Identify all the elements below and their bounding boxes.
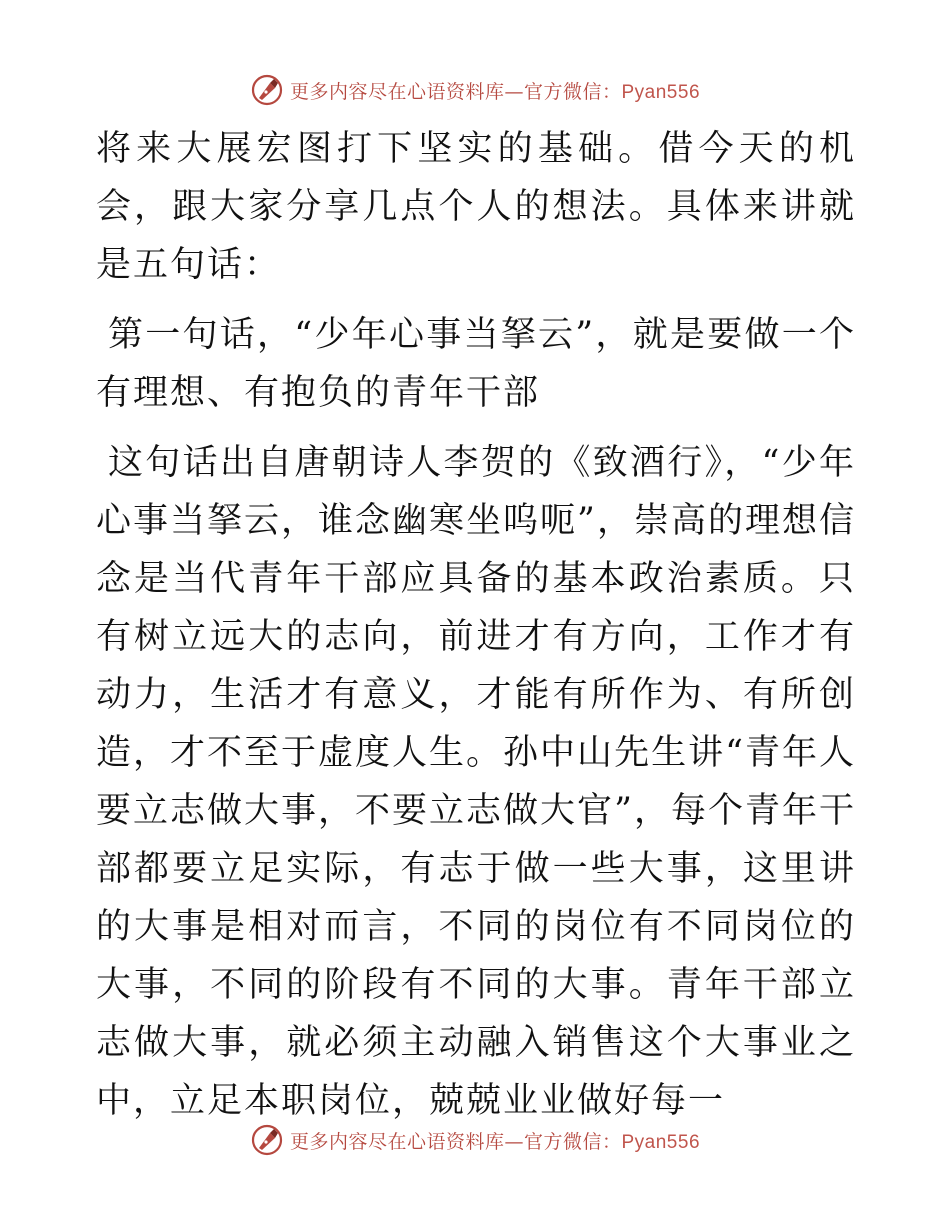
header-watermark-banner (0, 70, 950, 110)
document-body (96, 120, 856, 1130)
banner-wechat-id: Pyan556 (621, 1131, 701, 1153)
banner-dash: — (504, 1130, 524, 1153)
banner-wechat-label: 官方微信： (523, 1130, 622, 1153)
footer-watermark-banner (0, 1120, 950, 1160)
paragraph-heading-one: 第一句话，“少年心事当拏云”，就是要做一个有理想、有抱负的青年干部 (96, 315, 856, 413)
banner-main-text: 更多内容尽在心语资料库 (289, 80, 505, 103)
paragraph-intro: 将来大展宏图打下坚实的基础。借今天的机会，跟大家分享几点个人的想法。具体来讲就是五句话： (96, 129, 856, 285)
pen-nib-logo-icon (250, 73, 284, 107)
banner-dash: — (504, 80, 524, 103)
paragraph-body: 这句话出自唐朝诗人李贺的《致酒行》，“少年心事当拏云，谁念幽寒坐呜呃”，崇高的理想信念是当代青年干部应具备的基本政治素质。只有树立远大的志向，前进才有方向，工作才有动力，生活才有意义，才能有所作为、有所创造，才不至于虚度人生。孙中山先生讲“青年人要立志做大事，不要立志做大官”，每个青年干部都要立足实际，有志于做一些大事，这里讲的大事是相对而言，不同的岗位有不同岗位的大事，不同的阶段有不同的大事。青年干部立志做大事，就必须主动融入销售这个大事业之中，立足本职岗位，兢兢业业做好每一 (96, 443, 856, 1121)
banner-main-text: 更多内容尽在心语资料库 (289, 1130, 505, 1153)
pen-nib-logo-icon (250, 1123, 284, 1157)
banner-wechat-label: 官方微信： (523, 80, 622, 103)
banner-wechat-id: Pyan556 (621, 81, 701, 103)
